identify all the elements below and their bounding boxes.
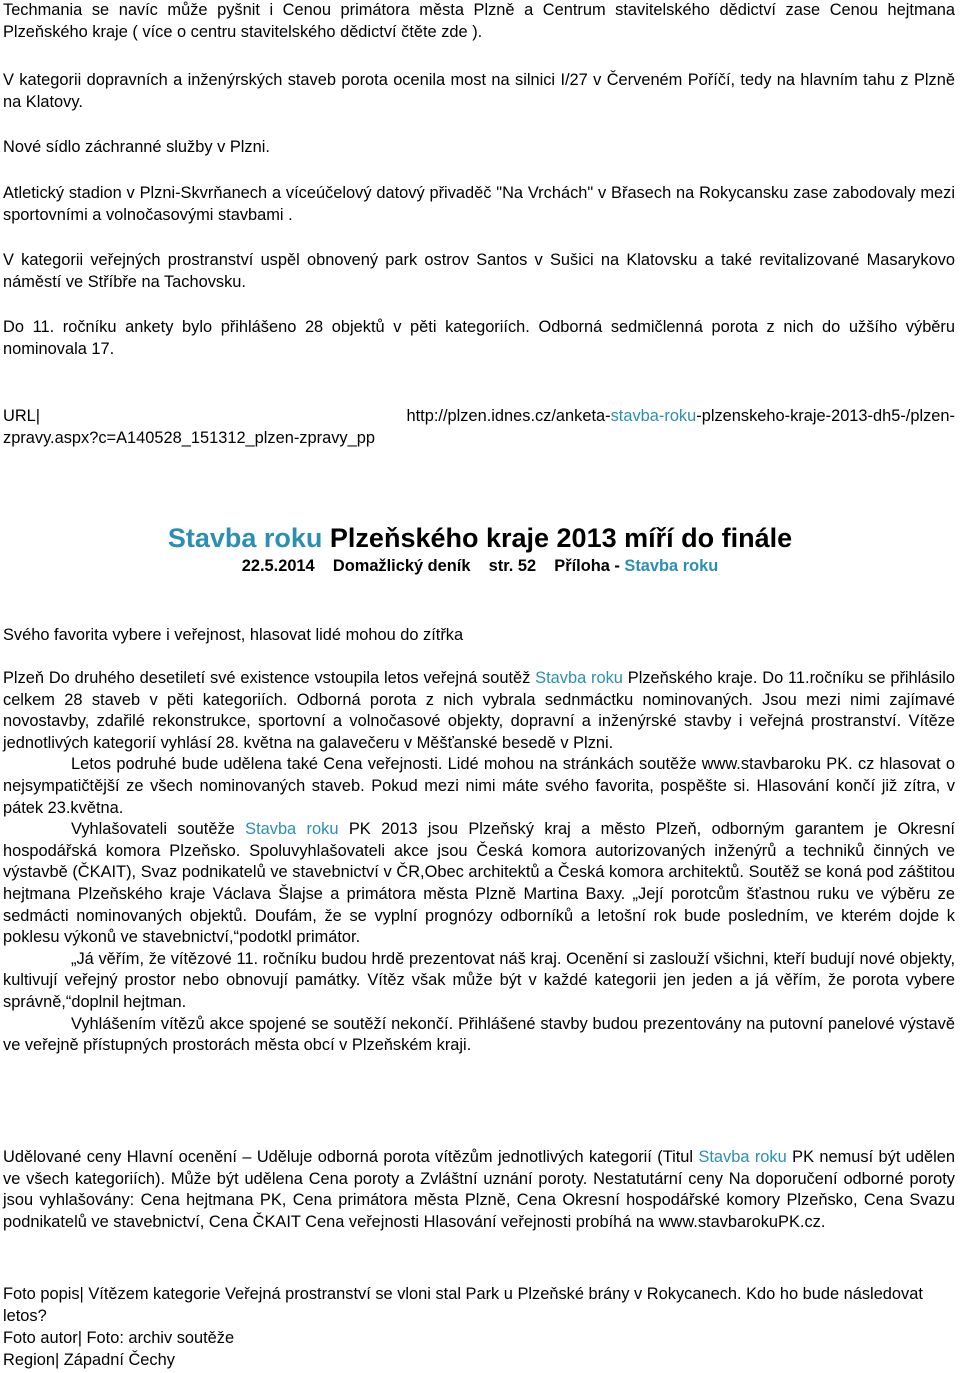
article-body xyxy=(3,668,955,1057)
article-meta xyxy=(0,556,960,576)
body-paragraph-3: Vyhlašovateli soutěže Stavba roku PK 2013 jsou Plzeňský kraj a město Plzeň, odborným garantem je Okresní hospodářská komora Plzeňsko. Spoluvyhlašovateli akce jsou Česká komora autorizovaných inženýrů a techniků činných ve výstavbě (ČKAIT), Svaz podnikatelů ve stavebnictví v ČR,Obec architektů a Česká komora architektů. Soutěž se koná pod záštitou hejtmana Plzeňského kraje Václava Šlajse a primátora města Plzně Martina Baxy. „Její porotcům šťastnou ruku ve výběru ze sedmácti nominovaných objektů. Doufám, že se vyplní prognózy odborníků a letošní rok bude posledním, ve kterém dojde k poklesu výkonů ve stavebnictví,“podotkl primátor. xyxy=(3,820,955,947)
article-title: Stavba roku Plzeňského kraje 2013 míří do finále xyxy=(167,523,793,553)
photo-author: Foto autor| Foto: archiv soutěže xyxy=(3,1329,235,1347)
paragraph-transport-category: V kategorii dopravních a inženýrských staveb porota ocenila most na silnici I/27 v Červeném Poříčí, tedy na hlavním tahu z Plzně na Klatovy. xyxy=(3,71,955,111)
paragraph-public-spaces: V kategorii veřejných prostranství uspěl obnovený park ostrov Santos v Sušici na Klatovsku a také revitalizované Masarykovo náměstí ve Stříbře na Tachovsku. xyxy=(3,251,955,291)
source-url xyxy=(3,406,955,449)
url-label: URL| xyxy=(3,407,41,425)
meta-section-highlight: Stavba roku xyxy=(624,557,719,575)
body-paragraph-4: „Já věřím, že vítězové 11. ročníku budou hrdě prezentovat náš kraj. Ocenění si zaslouží všichni, kteří budují nové objekty, kultivují veřejný prostor nebo obnovují památky. Vítěz však může být v každé kategorii jen jeden a já věřím, že porota vybere správně,“doplnil hejtman. xyxy=(3,949,955,1011)
paragraph-sports-category: Atletický stadion v Plzni-Skvrňanech a víceúčelový datový přivaděč "Na Vrchách" v Břasech na Rokycansku zase zabodovaly mezi sportovními a volnočasovými stavbami . xyxy=(3,184,955,224)
article-subtitle: Svého favorita vybere i veřejnost, hlasovat lidé mohou do zítřka xyxy=(3,626,464,644)
paragraph-nominations: Do 11. ročníku ankety bylo přihlášeno 28 objektů v pěti kategoriích. Odborná sedmičlenná porota z nich do užšího výběru nominovala 17. xyxy=(3,318,955,358)
body-paragraph-5: Vyhlášením vítězů akce spojené se soutěží nekončí. Přihlášené stavby budou prezentovány na putovní panelové výstavě ve veřejně přístupných prostorách města obcí v Plzeňském kraji. xyxy=(3,1014,955,1055)
awards-paragraph: Udělované ceny Hlavní ocenění – Uděluje odborná porota vítězům jednotlivých kategorií (Titul Stavba roku PK nemusí být udělen ve všech kategoriích). Může být udělena Cena poroty a Zvláštní uznání poroty. Nestatutární ceny Na doporučení odborné poroty jsou vyhlašovány: Cena hejtmana PK, Cena primátora města Plzně, Cena Okresní hospodářské komory Plzeňsko, Cena Svazu podnikatelů ve stavebnictví, Cena ČKAIT Cena veřejnosti Hlasování veřejnosti probíhá na www.stavbarokuPK.cz. xyxy=(3,1148,955,1231)
paragraph-techmania: Techmania se navíc může pyšnit i Cenou primátora města Plzně a Centrum stavitelského dědictví zase Cenou hejtmana Plzeňského kraje ( více o centru stavitelského dědictví čtěte zde ). xyxy=(3,1,955,41)
meta-section: Příloha - xyxy=(554,557,625,575)
meta-date: 22.5.2014 xyxy=(241,557,315,575)
meta-page: str. 52 xyxy=(488,557,537,575)
body-paragraph-2: Letos podruhé bude udělena také Cena veřejnosti. Lidé mohou na stránkách soutěže www.stavbaroku PK. cz hlasovat o nejsympatičtější ze všech nominovaných staveb. Pokud mezi nimi máte svého favorita, pospěšte si. Hlasování končí již zítra, v pátek 23.května. xyxy=(3,755,955,817)
paragraph-rescue-service: Nové sídlo záchranné služby v Plzni. xyxy=(3,138,270,156)
meta-source: Domažlický deník xyxy=(332,557,471,575)
body-paragraph-1: Plzeň Do druhého desetiletí své existence vstoupila letos veřejná soutěž Stavba roku Plzeňského kraje. Do 11.ročníku se přihlásilo celkem 28 staveb v pěti kategoriích. Odborná porota z nich vybrala sednmáctku nominovaných. Jsou mezi nimi zajímavé novostavby, zdařilé rekonstrukce, sportovní a volnočasové objekty, dopravní a inženýrské stavby i veřejná prostranství. Vítěze jednotlivých kategorií vyhlásí 28. května na galavečeru v Měšťanské besedě v Plzni. xyxy=(3,669,956,752)
url-link-line1[interactable]: http://plzen.idnes.cz/anketa-stavba-roku-plzenskeho-kraje-2013-dh5-/plzen- xyxy=(406,407,955,425)
url-link-line2[interactable]: zpravy.aspx?c=A140528_151312_plzen-zpravy_pp xyxy=(3,428,375,447)
photo-caption: Foto popis| Vítězem kategorie Veřejná prostranství se vloni stal Park u Plzeňské brány v Rokycanech. Kdo ho bude následovat letos? xyxy=(3,1285,923,1325)
region: Region| Západní Čechy xyxy=(3,1351,175,1369)
